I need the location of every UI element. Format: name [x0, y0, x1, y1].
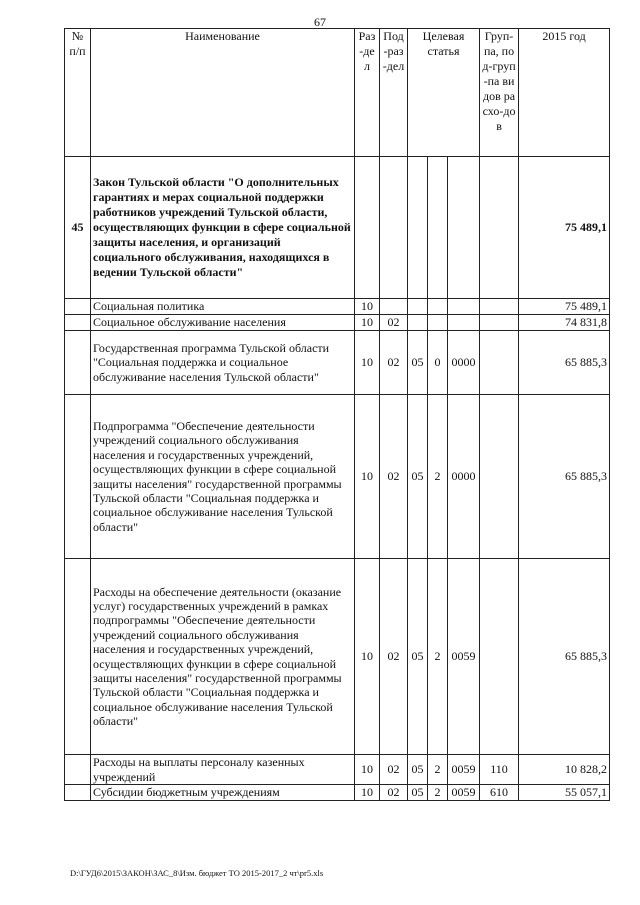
row-target-3 [448, 315, 480, 331]
row-target-3: 0059 [448, 755, 480, 785]
row-amount: 10 828,2 [519, 755, 610, 785]
row-name: Подпрограмма "Обеспечение деятельности учреждений социального обслуживания населения и государственных учреждений, осуществляющих функции в сфере социальной защиты населения" государственной программы Тульской области "Социальная поддержка и социальное обслуживание населения Тульской области" [91, 395, 355, 559]
row-target-2: 2 [428, 755, 448, 785]
row-target-3: 0059 [448, 785, 480, 801]
row-target-2 [428, 299, 448, 315]
row-target-3: 0000 [448, 331, 480, 395]
row-section: 10 [355, 755, 380, 785]
header-num: № п/п [65, 29, 91, 157]
header-name: Наименование [91, 29, 355, 157]
empty-cell [448, 157, 480, 299]
law-row [65, 157, 610, 299]
file-path-footer: D:\ГУД6\2015\ЗАКОН\ЗАС_8\Изм. бюджет ТО 2015-2017_2 чт\pr5.xls [70, 868, 324, 878]
header-group: Груп-па, под-груп-па видов расхо-дов [480, 29, 519, 157]
table-row [65, 315, 610, 331]
table-row [65, 395, 610, 559]
row-subsection: 02 [380, 315, 408, 331]
table-row [65, 559, 610, 755]
row-subsection [380, 299, 408, 315]
row-amount: 65 885,3 [519, 331, 610, 395]
row-num [65, 299, 91, 315]
row-num [65, 559, 91, 755]
table-row [65, 755, 610, 785]
row-group: 110 [480, 755, 519, 785]
row-group [480, 315, 519, 331]
row-target-1 [408, 299, 428, 315]
row-target-1: 05 [408, 755, 428, 785]
row-amount: 65 885,3 [519, 395, 610, 559]
table-row [65, 785, 610, 801]
row-target-2: 2 [428, 785, 448, 801]
row-target-2 [428, 315, 448, 331]
row-section: 10 [355, 559, 380, 755]
row-target-2: 2 [428, 395, 448, 559]
row-group [480, 395, 519, 559]
row-section: 10 [355, 299, 380, 315]
row-amount: 55 057,1 [519, 785, 610, 801]
law-name: Закон Тульской области "О дополнительных гарантиях и мерах социальной поддержки работников учреждений Тульской области, осуществляющих функции в сфере социальной защиты населения, и организаций социального обслуживания, находящихся в ведении Тульской области" [91, 157, 355, 299]
row-target-3 [448, 299, 480, 315]
header-year: 2015 год [519, 29, 610, 157]
budget-table [64, 28, 610, 801]
table-row [65, 331, 610, 395]
empty-cell [408, 157, 428, 299]
row-subsection: 02 [380, 785, 408, 801]
row-section: 10 [355, 785, 380, 801]
page-number: 67 [314, 15, 326, 29]
row-amount: 74 831,8 [519, 315, 610, 331]
row-name: Государственная программа Тульской области "Социальная поддержка и социальное обслуживание населения Тульской области" [91, 331, 355, 395]
row-target-3: 0059 [448, 559, 480, 755]
table-row [65, 299, 610, 315]
row-target-1 [408, 315, 428, 331]
row-section: 10 [355, 395, 380, 559]
row-target-1: 05 [408, 559, 428, 755]
row-group [480, 559, 519, 755]
row-amount: 65 885,3 [519, 559, 610, 755]
row-subsection: 02 [380, 559, 408, 755]
header-target: Целевая статья [408, 29, 480, 157]
row-name: Социальная политика [91, 299, 355, 315]
row-num [65, 315, 91, 331]
empty-cell [480, 157, 519, 299]
row-name: Социальное обслуживание населения [91, 315, 355, 331]
row-target-1: 05 [408, 785, 428, 801]
empty-cell [380, 157, 408, 299]
row-group: 610 [480, 785, 519, 801]
header-row [65, 29, 610, 157]
row-subsection: 02 [380, 755, 408, 785]
row-num [65, 785, 91, 801]
row-section: 10 [355, 315, 380, 331]
row-num [65, 395, 91, 559]
header-subsection: Под-раз-дел [380, 29, 408, 157]
row-subsection: 02 [380, 331, 408, 395]
row-target-1: 05 [408, 331, 428, 395]
row-target-1: 05 [408, 395, 428, 559]
row-target-2: 2 [428, 559, 448, 755]
row-subsection: 02 [380, 395, 408, 559]
row-name: Расходы на обеспечение деятельности (оказание услуг) государственных учреждений в рамках подпрограммы "Обеспечение деятельности учреждений социального обслуживания населения и государственных учреждений, осуществляющих функции в сфере социальной защиты населения" государственной программы Тульской области "Социальная поддержка и социальное обслуживание населения Тульской области" [91, 559, 355, 755]
row-name: Субсидии бюджетным учреждениям [91, 785, 355, 801]
row-section: 10 [355, 331, 380, 395]
law-num: 45 [65, 157, 91, 299]
row-target-2: 0 [428, 331, 448, 395]
row-num [65, 755, 91, 785]
row-group [480, 331, 519, 395]
row-group [480, 299, 519, 315]
header-section: Раз-дел [355, 29, 380, 157]
row-num [65, 331, 91, 395]
empty-cell [428, 157, 448, 299]
row-target-3: 0000 [448, 395, 480, 559]
row-amount: 75 489,1 [519, 299, 610, 315]
law-amount: 75 489,1 [519, 157, 610, 299]
row-name: Расходы на выплаты персоналу казенных учреждений [91, 755, 355, 785]
empty-cell [355, 157, 380, 299]
